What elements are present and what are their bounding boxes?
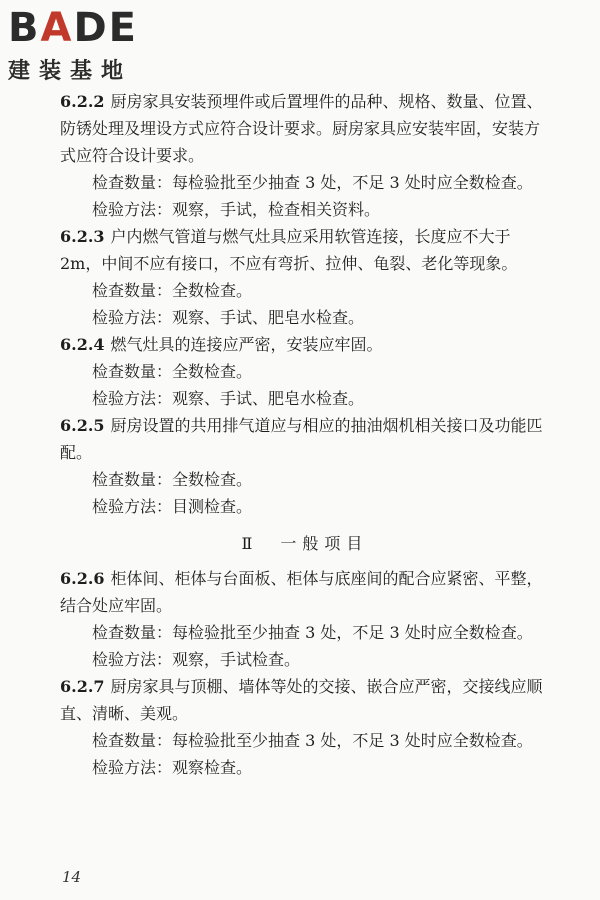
logo-chinese-name: 建装基地 [8,59,133,84]
clause-6-2-2: 6.2.2 厨房家具安装预埋件或后置埋件的品种、规格、数量、位置、防锈处理及埋设方式应符合设计要求。厨房家具应安装牢固，安装方式应符合设计要求。 [60,92,543,165]
document-body [60,88,550,781]
clause-6-2-7: 6.2.7 厨房家具与顶棚、墙体等处的交接、嵌合应严密，交接线应顺直、清晰、美观。 [60,677,543,723]
page-number: 14 [62,868,82,886]
inspection-method: 检验方法：观察，手试，检查相关资料。 [92,200,381,219]
clause-6-2-4: 6.2.4 燃气灶具的连接应严密，安装应牢固。 [60,335,383,354]
inspection-quantity: 检查数量：全数检查。 [92,362,253,381]
brand-logo [8,6,188,85]
inspection-method: 检验方法：目测检查。 [92,497,253,516]
inspection-quantity: 检查数量：全数检查。 [92,281,253,300]
clause-6-2-6: 6.2.6 柜体间、柜体与台面板、柜体与底座间的配合应紧密、平整，结合处应牢固。 [60,569,543,615]
section-heading-general: Ⅱ 一般项目 [241,534,369,553]
logo-wordmark [8,6,188,50]
inspection-method: 检验方法：观察，手试检查。 [92,650,301,669]
logo-letter: B [8,5,41,51]
inspection-method: 检验方法：观察、手试、肥皂水检查。 [92,308,365,327]
clause-6-2-3: 6.2.3 户内燃气管道与燃气灶具应采用软管连接，长度应不大于 2m，中间不应有接口，不应有弯折、拉伸、龟裂、老化等现象。 [60,227,518,273]
logo-letter-accent: A [40,5,74,51]
inspection-method: 检验方法：观察检查。 [92,758,253,777]
inspection-quantity: 检查数量：每检验批至少抽查 3 处，不足 3 处时应全数检查。 [92,623,533,642]
inspection-quantity: 检查数量：全数检查。 [92,470,253,489]
logo-letter: DE [73,5,138,51]
inspection-quantity: 检查数量：每检验批至少抽查 3 处，不足 3 处时应全数检查。 [92,731,533,750]
inspection-quantity: 检查数量：每检验批至少抽查 3 处，不足 3 处时应全数检查。 [92,173,533,192]
clause-6-2-5: 6.2.5 厨房设置的共用排气道应与相应的抽油烟机相关接口及功能匹配。 [60,416,543,462]
inspection-method: 检验方法：观察、手试、肥皂水检查。 [92,389,365,408]
